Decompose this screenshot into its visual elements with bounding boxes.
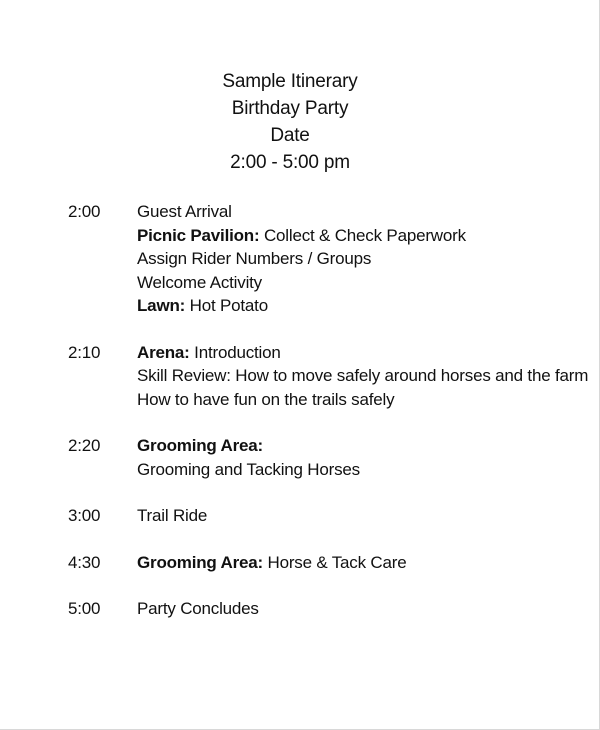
document-title-block	[0, 68, 580, 176]
activity-text: How to have fun on the trails safely	[137, 389, 395, 409]
schedule-line	[137, 247, 568, 271]
activity-text: Hot Potato	[185, 296, 268, 315]
schedule-line	[137, 271, 568, 295]
activity-text: Collect & Check Paperwork	[259, 225, 466, 245]
activity-text: Welcome Activity	[137, 272, 262, 292]
schedule-line	[137, 504, 568, 528]
document-title-line-4: 2:00 - 5:00 pm	[230, 152, 350, 173]
schedule-line	[137, 364, 588, 388]
schedule-time: 4:30	[68, 552, 101, 572]
activity-text: Grooming and Tacking Horses	[137, 459, 360, 479]
schedule-line	[137, 294, 568, 318]
location-label: Grooming Area:	[137, 552, 263, 572]
schedule-details	[137, 504, 568, 528]
schedule-time: 2:10	[68, 342, 101, 362]
schedule-entry	[68, 551, 568, 575]
document-title-line-1: Sample Itinerary	[222, 71, 358, 92]
schedule-details	[137, 597, 568, 621]
schedule-details	[137, 200, 568, 318]
schedule-line	[137, 551, 568, 575]
schedule-entry	[68, 341, 589, 412]
schedule-line	[137, 341, 588, 365]
location-label: Lawn:	[137, 296, 186, 315]
schedule-line	[137, 597, 568, 621]
itinerary-schedule	[68, 200, 589, 621]
schedule-line	[137, 458, 568, 482]
schedule-line	[137, 200, 568, 224]
schedule-time: 5:00	[68, 599, 101, 618]
schedule-time: 2:00	[68, 202, 101, 221]
schedule-details	[137, 434, 568, 481]
schedule-details	[137, 341, 588, 412]
location-label: Arena:	[137, 342, 190, 362]
schedule-line	[137, 388, 588, 412]
schedule-line	[137, 224, 568, 248]
schedule-line	[137, 434, 568, 458]
location-label: Grooming Area:	[137, 436, 263, 455]
schedule-time: 3:00	[68, 506, 101, 525]
document-title-line-2: Birthday Party	[231, 98, 349, 119]
schedule-time: 2:20	[68, 436, 101, 455]
activity-text: Horse & Tack Care	[262, 552, 407, 572]
document-title-line-3: Date	[270, 125, 310, 146]
schedule-details	[137, 551, 568, 575]
schedule-entry	[68, 504, 568, 528]
activity-text: Guest Arrival	[137, 202, 232, 221]
activity-text: Skill Review: How to move safely around horses and the farm	[137, 366, 589, 385]
activity-text: Introduction	[189, 342, 281, 362]
activity-text: Party Concludes	[137, 599, 259, 618]
location-label: Picnic Pavilion:	[137, 225, 260, 245]
schedule-entry	[68, 597, 568, 621]
activity-text: Trail Ride	[137, 506, 208, 525]
activity-text: Assign Rider Numbers / Groups	[137, 249, 372, 268]
schedule-entry	[68, 434, 568, 481]
schedule-entry	[68, 200, 568, 318]
